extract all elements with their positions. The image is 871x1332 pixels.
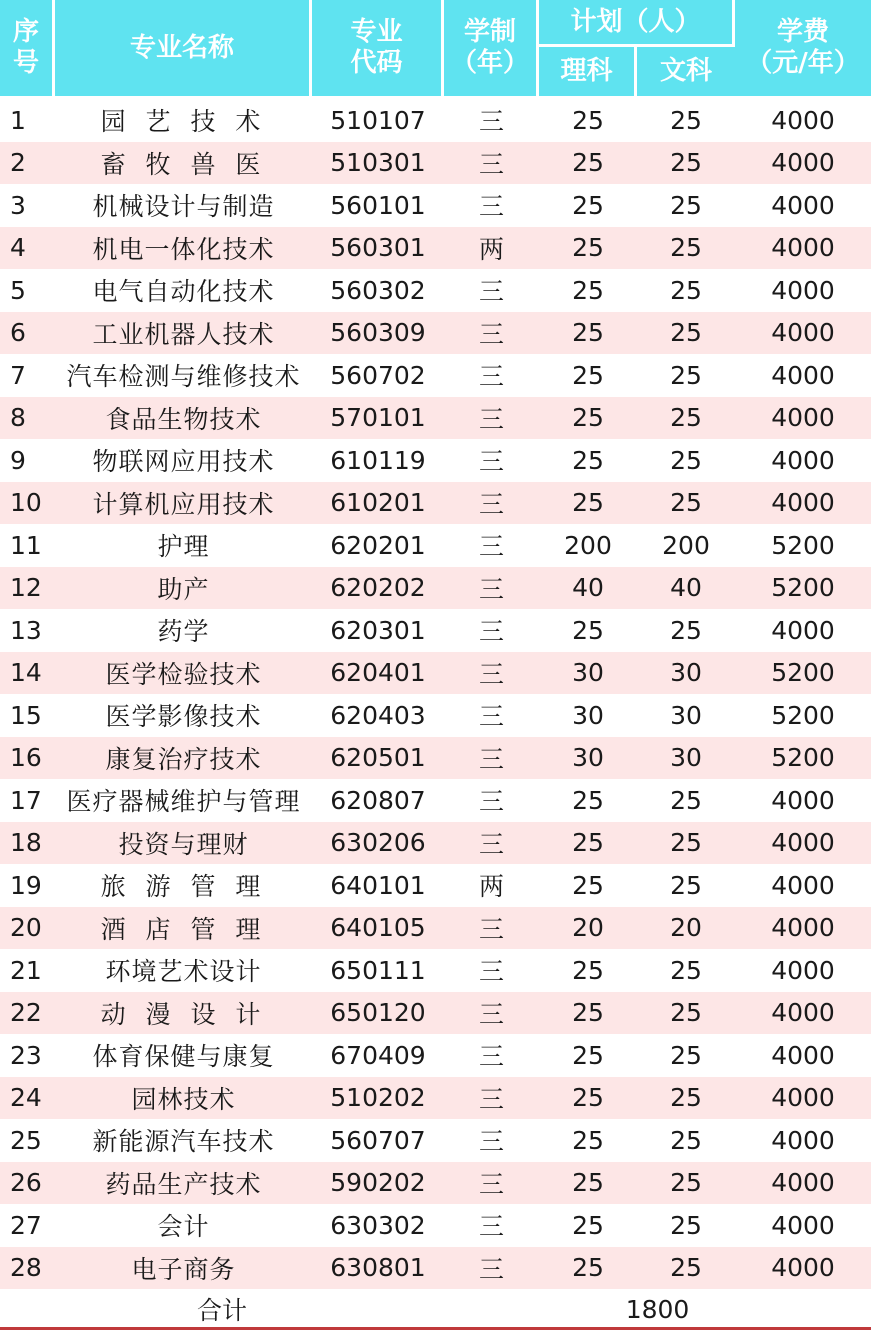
table-row [0, 269, 871, 312]
cell-seq: 11 [10, 530, 42, 560]
cell-science-quota: 25 [539, 992, 637, 1035]
table-row [0, 312, 871, 355]
cell-duration: 三 [478, 192, 504, 222]
cell-science-quota: 25 [539, 1162, 637, 1205]
table-row [0, 1119, 871, 1162]
cell-fee: 4000 [735, 142, 871, 185]
cell-arts-quota: 25 [637, 1247, 735, 1290]
cell-fee: 4000 [771, 275, 835, 305]
bottom-rule [0, 1327, 871, 1330]
table-row [0, 567, 871, 610]
cell-science-quota: 25 [572, 955, 604, 985]
table-row [0, 184, 871, 227]
header-science: 理科 [539, 47, 637, 99]
cell-science-quota: 25 [572, 1210, 604, 1240]
cell-seq: 20 [0, 907, 55, 950]
cell-fee: 4000 [771, 1125, 835, 1155]
cell-duration: 三 [444, 1162, 539, 1205]
header-major-name: 专业名称 [55, 0, 312, 99]
cell-arts-quota: 30 [637, 737, 735, 780]
cell-seq: 28 [0, 1247, 55, 1290]
table-row [0, 609, 871, 652]
cell-arts-quota: 25 [670, 1040, 702, 1070]
cell-major-name: 计算机应用技术 [55, 482, 312, 525]
cell-science-quota: 25 [572, 615, 604, 645]
cell-major-name: 康复治疗技术 [55, 737, 312, 780]
cell-major-name: 食品生物技术 [55, 397, 312, 440]
header-arts: 文科 [637, 47, 735, 99]
table-row [0, 949, 871, 992]
cell-science-quota: 25 [572, 105, 604, 135]
cell-science-quota: 25 [539, 142, 637, 185]
cell-duration: 三 [478, 702, 504, 732]
total-label: 合计 [0, 1289, 444, 1329]
header-duration: 学制 （年） [444, 0, 539, 99]
cell-major-name: 体育保健与康复 [92, 1042, 275, 1072]
header-plan: 计划（人） [539, 0, 735, 47]
cell-major-name: 机械设计与制造 [92, 192, 275, 222]
cell-major-code: 620201 [330, 530, 426, 560]
cell-major-name: 电气自动化技术 [92, 277, 275, 307]
cell-fee: 4000 [771, 445, 835, 475]
cell-arts-quota: 25 [670, 445, 702, 475]
cell-major-code: 630801 [312, 1247, 444, 1290]
cell-fee: 4000 [771, 1210, 835, 1240]
cell-major-name: 机电一体化技术 [55, 227, 312, 270]
table-row [0, 142, 871, 185]
cell-seq: 16 [0, 737, 55, 780]
table-row [0, 779, 871, 822]
cell-fee: 4000 [771, 105, 835, 135]
cell-duration: 三 [444, 822, 539, 865]
cell-seq: 26 [0, 1162, 55, 1205]
cell-duration: 三 [444, 1077, 539, 1120]
cell-fee: 5200 [735, 737, 871, 780]
cell-major-code: 510301 [312, 142, 444, 185]
cell-duration: 三 [444, 1247, 539, 1290]
cell-fee: 4000 [771, 955, 835, 985]
cell-seq: 25 [10, 1125, 42, 1155]
cell-arts-quota: 25 [670, 1125, 702, 1155]
cell-seq: 4 [0, 227, 55, 270]
cell-major-name: 园林技术 [55, 1077, 312, 1120]
cell-major-name: 汽车检测与维修技术 [66, 362, 301, 392]
cell-duration: 三 [444, 907, 539, 950]
cell-duration: 两 [478, 872, 504, 902]
total-row [0, 1289, 871, 1329]
cell-arts-quota: 25 [637, 397, 735, 440]
cell-major-name: 动 漫 设 计 [55, 992, 312, 1035]
cell-seq: 1 [10, 105, 26, 135]
cell-science-quota: 25 [572, 1040, 604, 1070]
cell-fee: 4000 [735, 907, 871, 950]
table-row [0, 482, 871, 525]
cell-fee: 4000 [771, 360, 835, 390]
table-row [0, 737, 871, 780]
cell-major-code: 620401 [312, 652, 444, 695]
cell-major-code: 560309 [312, 312, 444, 355]
table-row [0, 524, 871, 567]
cell-seq: 5 [10, 275, 26, 305]
cell-science-quota: 25 [572, 275, 604, 305]
cell-duration: 三 [478, 532, 504, 562]
table-row [0, 439, 871, 482]
cell-major-code: 510202 [312, 1077, 444, 1120]
cell-major-code: 560302 [330, 275, 426, 305]
table-body [0, 99, 871, 1329]
table-row [0, 1247, 871, 1290]
table-row [0, 1162, 871, 1205]
cell-duration: 三 [478, 1042, 504, 1072]
cell-arts-quota: 30 [670, 700, 702, 730]
table-row [0, 1077, 871, 1120]
cell-major-code: 560707 [330, 1125, 426, 1155]
cell-science-quota: 25 [539, 1077, 637, 1120]
cell-science-quota: 25 [539, 397, 637, 440]
cell-arts-quota: 30 [637, 652, 735, 695]
cell-fee: 4000 [771, 785, 835, 815]
cell-arts-quota: 25 [637, 822, 735, 865]
table-row [0, 907, 871, 950]
cell-major-code: 670409 [330, 1040, 426, 1070]
cell-major-name: 旅 游 管 理 [100, 872, 267, 902]
cell-seq: 17 [10, 785, 42, 815]
cell-duration: 三 [478, 617, 504, 647]
cell-arts-quota: 25 [670, 190, 702, 220]
cell-major-code: 590202 [312, 1162, 444, 1205]
cell-major-name: 环境艺术设计 [105, 957, 262, 987]
cell-science-quota: 25 [539, 227, 637, 270]
cell-fee: 5200 [735, 652, 871, 695]
cell-fee: 4000 [735, 1077, 871, 1120]
cell-science-quota: 25 [539, 312, 637, 355]
cell-duration: 三 [444, 142, 539, 185]
cell-science-quota: 25 [572, 1125, 604, 1155]
cell-major-code: 560702 [330, 360, 426, 390]
cell-fee: 4000 [735, 1247, 871, 1290]
cell-arts-quota: 20 [637, 907, 735, 950]
cell-major-code: 650111 [330, 955, 426, 985]
cell-duration: 三 [444, 652, 539, 695]
cell-seq: 6 [0, 312, 55, 355]
table-row [0, 99, 871, 142]
cell-seq: 12 [0, 567, 55, 610]
cell-major-name: 护理 [157, 532, 210, 562]
cell-duration: 三 [444, 567, 539, 610]
cell-science-quota: 30 [539, 737, 637, 780]
table-row [0, 652, 871, 695]
header-seq: 序 号 [0, 0, 55, 99]
cell-fee: 5200 [771, 530, 835, 560]
cell-fee: 4000 [735, 397, 871, 440]
cell-duration: 三 [478, 787, 504, 817]
cell-fee: 4000 [735, 822, 871, 865]
cell-major-code: 620403 [330, 700, 426, 730]
cell-arts-quota: 25 [637, 1162, 735, 1205]
cell-fee: 4000 [735, 227, 871, 270]
cell-arts-quota: 25 [670, 105, 702, 135]
cell-seq: 13 [10, 615, 42, 645]
cell-major-name: 物联网应用技术 [92, 447, 275, 477]
cell-fee: 4000 [735, 992, 871, 1035]
cell-arts-quota: 25 [637, 142, 735, 185]
table-row [0, 992, 871, 1035]
cell-major-name: 会计 [157, 1212, 210, 1242]
cell-arts-quota: 25 [637, 992, 735, 1035]
cell-duration: 三 [478, 277, 504, 307]
cell-seq: 10 [0, 482, 55, 525]
cell-arts-quota: 25 [670, 1210, 702, 1240]
table-row [0, 227, 871, 270]
cell-arts-quota: 200 [662, 530, 710, 560]
cell-major-name: 药学 [157, 617, 210, 647]
cell-major-code: 570101 [312, 397, 444, 440]
cell-duration: 三 [444, 737, 539, 780]
cell-arts-quota: 25 [670, 275, 702, 305]
cell-seq: 3 [10, 190, 26, 220]
cell-arts-quota: 25 [637, 227, 735, 270]
cell-duration: 三 [444, 482, 539, 525]
cell-seq: 24 [0, 1077, 55, 1120]
cell-major-name: 畜 牧 兽 医 [55, 142, 312, 185]
cell-seq: 22 [0, 992, 55, 1035]
cell-major-code: 640105 [312, 907, 444, 950]
cell-science-quota: 25 [572, 445, 604, 475]
cell-major-code: 630206 [312, 822, 444, 865]
cell-fee: 4000 [771, 615, 835, 645]
total-value: 1800 [444, 1289, 871, 1329]
cell-arts-quota: 25 [670, 785, 702, 815]
cell-major-code: 620301 [330, 615, 426, 645]
cell-fee: 4000 [771, 190, 835, 220]
cell-duration: 三 [478, 447, 504, 477]
cell-major-name: 投资与理财 [55, 822, 312, 865]
cell-fee: 5200 [735, 567, 871, 610]
cell-major-code: 610201 [312, 482, 444, 525]
cell-fee: 4000 [735, 482, 871, 525]
cell-science-quota: 25 [572, 785, 604, 815]
cell-seq: 2 [0, 142, 55, 185]
cell-fee: 4000 [735, 312, 871, 355]
cell-fee: 4000 [735, 1162, 871, 1205]
cell-science-quota: 200 [564, 530, 612, 560]
table-row [0, 822, 871, 865]
cell-major-name: 新能源汽车技术 [92, 1127, 275, 1157]
cell-arts-quota: 25 [670, 615, 702, 645]
cell-major-name: 电子商务 [55, 1247, 312, 1290]
cell-major-name: 医疗器械维护与管理 [66, 787, 301, 817]
cell-science-quota: 25 [539, 1247, 637, 1290]
cell-seq: 23 [10, 1040, 42, 1070]
cell-science-quota: 25 [539, 482, 637, 525]
cell-major-name: 工业机器人技术 [55, 312, 312, 355]
cell-major-code: 620807 [330, 785, 426, 815]
table-row [0, 1034, 871, 1077]
cell-major-name: 酒 店 管 理 [55, 907, 312, 950]
cell-major-name: 助产 [55, 567, 312, 610]
cell-seq: 9 [10, 445, 26, 475]
cell-duration: 三 [478, 957, 504, 987]
header-major-code: 专业 代码 [312, 0, 444, 99]
cell-major-code: 630302 [330, 1210, 426, 1240]
cell-major-code: 610119 [330, 445, 426, 475]
cell-arts-quota: 25 [670, 955, 702, 985]
cell-duration: 三 [478, 362, 504, 392]
cell-duration: 三 [478, 1212, 504, 1242]
cell-seq: 27 [10, 1210, 42, 1240]
cell-major-code: 620202 [312, 567, 444, 610]
table-row [0, 864, 871, 907]
cell-fee: 5200 [771, 700, 835, 730]
cell-duration: 两 [444, 227, 539, 270]
cell-science-quota: 20 [539, 907, 637, 950]
cell-duration: 三 [478, 1127, 504, 1157]
cell-major-code: 510107 [330, 105, 426, 135]
cell-major-code: 560301 [312, 227, 444, 270]
cell-arts-quota: 25 [670, 360, 702, 390]
cell-seq: 8 [0, 397, 55, 440]
cell-seq: 7 [10, 360, 26, 390]
cell-arts-quota: 25 [637, 312, 735, 355]
cell-major-code: 560101 [330, 190, 426, 220]
table-row [0, 354, 871, 397]
cell-duration: 三 [478, 107, 504, 137]
cell-arts-quota: 25 [637, 482, 735, 525]
cell-major-code: 620501 [312, 737, 444, 780]
cell-major-code: 650120 [312, 992, 444, 1035]
cell-seq: 21 [10, 955, 42, 985]
cell-science-quota: 25 [572, 870, 604, 900]
cell-seq: 18 [0, 822, 55, 865]
cell-arts-quota: 25 [637, 1077, 735, 1120]
cell-science-quota: 40 [539, 567, 637, 610]
cell-arts-quota: 25 [670, 870, 702, 900]
table-row [0, 1204, 871, 1247]
cell-major-name: 园 艺 技 术 [100, 107, 267, 137]
cell-fee: 4000 [771, 870, 835, 900]
cell-science-quota: 25 [572, 190, 604, 220]
cell-science-quota: 25 [539, 822, 637, 865]
cell-major-name: 医学影像技术 [105, 702, 262, 732]
cell-seq: 15 [10, 700, 42, 730]
cell-science-quota: 30 [572, 700, 604, 730]
cell-duration: 三 [444, 312, 539, 355]
cell-seq: 14 [0, 652, 55, 695]
cell-major-code: 640101 [330, 870, 426, 900]
cell-major-name: 医学检验技术 [55, 652, 312, 695]
cell-seq: 19 [10, 870, 42, 900]
cell-arts-quota: 40 [637, 567, 735, 610]
cell-duration: 三 [444, 992, 539, 1035]
cell-science-quota: 25 [572, 360, 604, 390]
header-fee: 学费 （元/年） [735, 0, 871, 99]
cell-fee: 4000 [771, 1040, 835, 1070]
cell-major-name: 药品生产技术 [55, 1162, 312, 1205]
cell-science-quota: 30 [539, 652, 637, 695]
table-header [0, 0, 871, 99]
cell-duration: 三 [444, 397, 539, 440]
table-row [0, 694, 871, 737]
table-row [0, 397, 871, 440]
